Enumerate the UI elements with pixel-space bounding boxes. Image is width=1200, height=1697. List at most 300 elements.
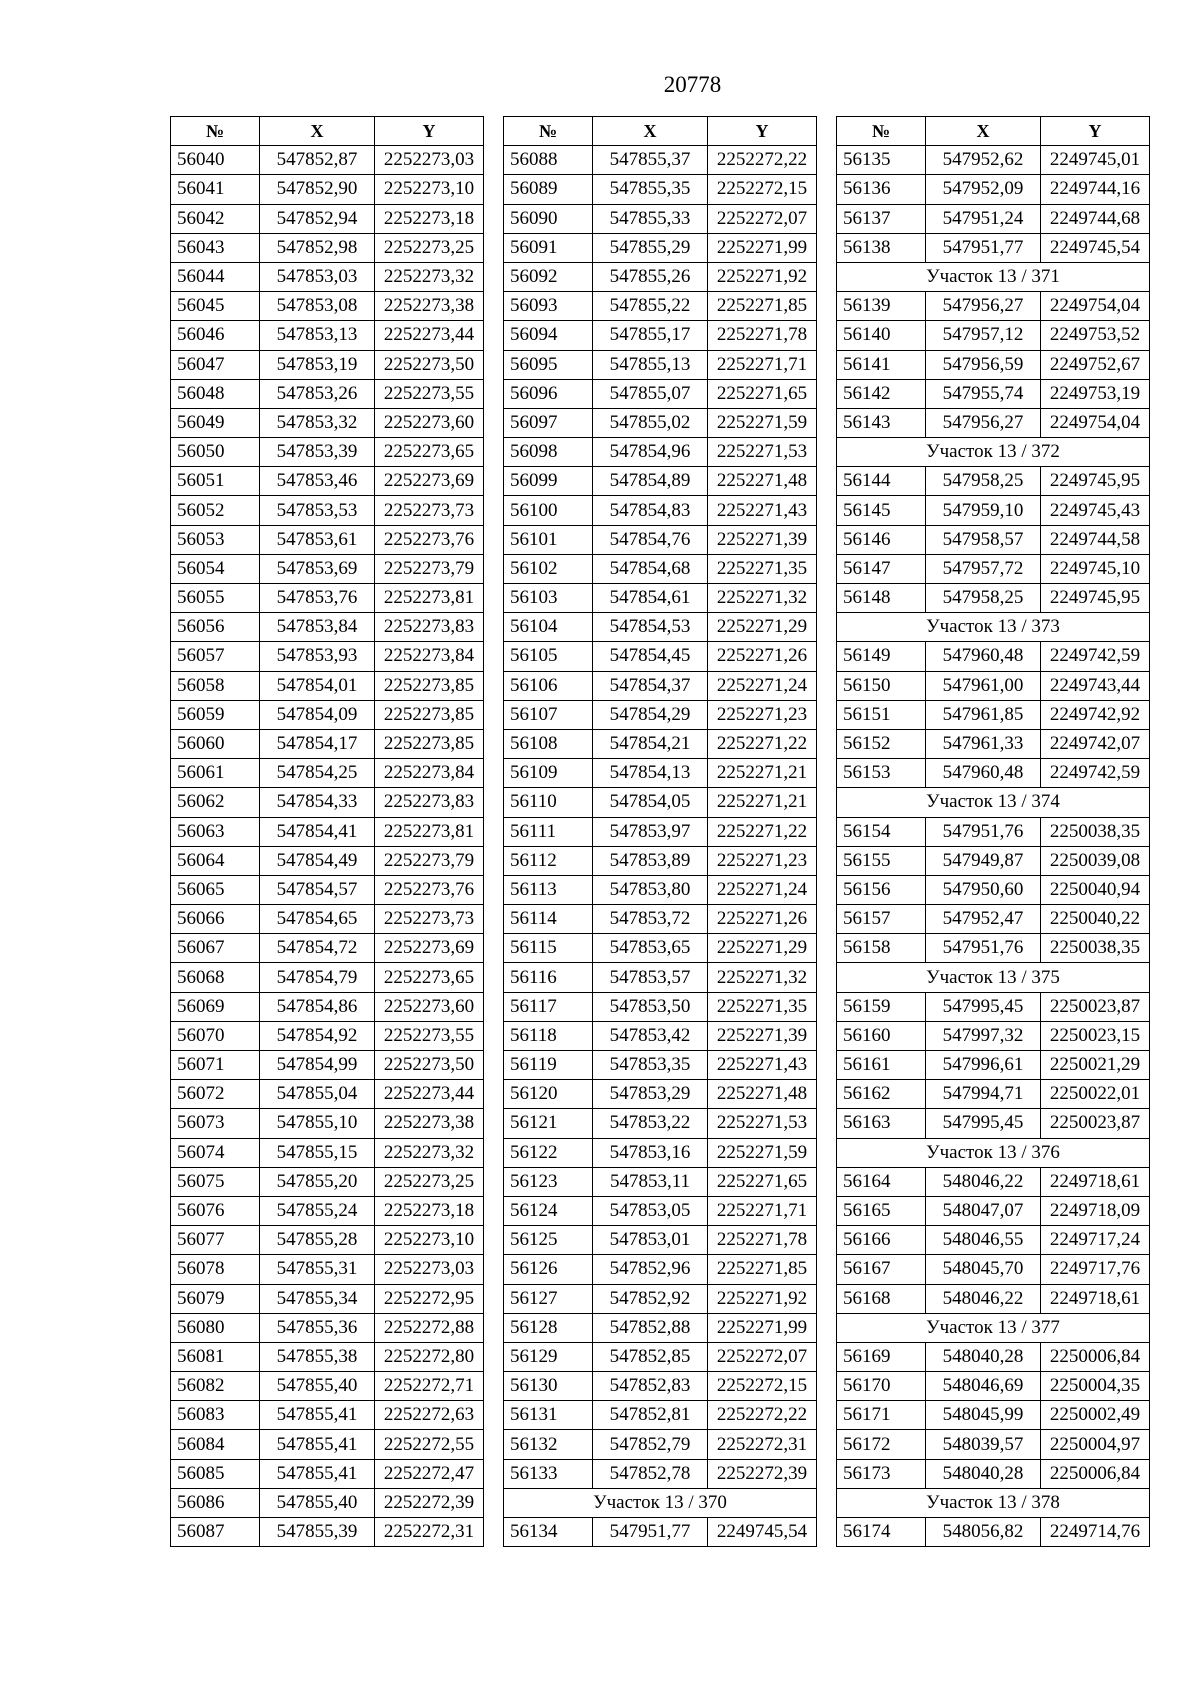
x-coordinate: 547853,35: [593, 1051, 708, 1080]
y-coordinate: 2249753,19: [1041, 379, 1150, 408]
table-header-row: [171, 117, 484, 146]
table-row: [171, 700, 484, 729]
x-coordinate: 547853,53: [260, 496, 375, 525]
x-coordinate: 547854,17: [260, 729, 375, 758]
table-row: [837, 1021, 1150, 1050]
y-coordinate: 2252272,22: [708, 1401, 817, 1430]
table-row: [504, 175, 817, 204]
x-coordinate: 548039,57: [926, 1430, 1041, 1459]
y-coordinate: 2252273,32: [375, 262, 484, 291]
section-title: Участок 13 / 374: [837, 788, 1150, 817]
point-number: 56106: [504, 671, 593, 700]
y-coordinate: 2252273,73: [375, 496, 484, 525]
table-row: [837, 379, 1150, 408]
y-coordinate: 2252271,78: [708, 1226, 817, 1255]
table-row: [171, 1459, 484, 1488]
point-number: 56080: [171, 1313, 260, 1342]
x-coordinate: 547961,85: [926, 700, 1041, 729]
table-row: [504, 613, 817, 642]
section-title: Участок 13 / 375: [837, 963, 1150, 992]
table-row: [837, 759, 1150, 788]
x-coordinate: 547854,05: [593, 788, 708, 817]
point-number: 56098: [504, 438, 593, 467]
table-row: [504, 1196, 817, 1225]
point-number: 56147: [837, 554, 926, 583]
y-coordinate: 2249718,61: [1041, 1284, 1150, 1313]
table-row: [171, 788, 484, 817]
x-coordinate: 547853,29: [593, 1080, 708, 1109]
y-coordinate: 2249718,61: [1041, 1167, 1150, 1196]
y-coordinate: 2252273,84: [375, 759, 484, 788]
table-row: [171, 1488, 484, 1517]
table-row: [837, 934, 1150, 963]
y-coordinate: 2252273,65: [375, 963, 484, 992]
table-row: [837, 671, 1150, 700]
y-coordinate: 2252271,32: [708, 963, 817, 992]
point-number: 56140: [837, 321, 926, 350]
point-number: 56161: [837, 1051, 926, 1080]
x-coordinate: 547855,38: [260, 1342, 375, 1371]
coordinates-table-3: [836, 116, 1150, 1547]
table-row: [171, 233, 484, 262]
header-x: X: [260, 117, 375, 146]
x-coordinate: 547854,33: [260, 788, 375, 817]
table-row: [837, 467, 1150, 496]
table-row: [171, 350, 484, 379]
table-row: [504, 321, 817, 350]
y-coordinate: 2252271,23: [708, 846, 817, 875]
y-coordinate: 2252271,24: [708, 875, 817, 904]
y-coordinate: 2252273,44: [375, 1080, 484, 1109]
y-coordinate: 2249745,54: [708, 1518, 817, 1547]
table-row: [504, 438, 817, 467]
table-row: [504, 759, 817, 788]
point-number: 56153: [837, 759, 926, 788]
point-number: 56171: [837, 1401, 926, 1430]
x-coordinate: 547852,96: [593, 1255, 708, 1284]
x-coordinate: 547958,57: [926, 525, 1041, 554]
point-number: 56112: [504, 846, 593, 875]
table-row: [837, 292, 1150, 321]
table-row: [171, 467, 484, 496]
y-coordinate: 2252271,21: [708, 759, 817, 788]
x-coordinate: 547854,65: [260, 905, 375, 934]
table-row: [837, 584, 1150, 613]
point-number: 56172: [837, 1430, 926, 1459]
table-row: [504, 1080, 817, 1109]
y-coordinate: 2252271,29: [708, 934, 817, 963]
point-number: 56047: [171, 350, 260, 379]
y-coordinate: 2250040,22: [1041, 905, 1150, 934]
point-number: 56074: [171, 1138, 260, 1167]
point-number: 56095: [504, 350, 593, 379]
point-number: 56170: [837, 1372, 926, 1401]
y-coordinate: 2252273,44: [375, 321, 484, 350]
x-coordinate: 547855,10: [260, 1109, 375, 1138]
y-coordinate: 2249745,43: [1041, 496, 1150, 525]
x-coordinate: 547854,61: [593, 584, 708, 613]
point-number: 56108: [504, 729, 593, 758]
table-row: [837, 1255, 1150, 1284]
y-coordinate: 2252272,80: [375, 1342, 484, 1371]
x-coordinate: 547855,26: [593, 262, 708, 291]
x-coordinate: 547852,83: [593, 1372, 708, 1401]
x-coordinate: 547955,74: [926, 379, 1041, 408]
x-coordinate: 547853,80: [593, 875, 708, 904]
y-coordinate: 2250006,84: [1041, 1459, 1150, 1488]
x-coordinate: 547961,00: [926, 671, 1041, 700]
point-number: 56110: [504, 788, 593, 817]
y-coordinate: 2252273,10: [375, 1226, 484, 1255]
table-row: [171, 729, 484, 758]
x-coordinate: 547853,93: [260, 642, 375, 671]
table-row: [837, 992, 1150, 1021]
point-number: 56114: [504, 905, 593, 934]
point-number: 56060: [171, 729, 260, 758]
point-number: 56158: [837, 934, 926, 963]
point-number: 56123: [504, 1167, 593, 1196]
y-coordinate: 2252271,71: [708, 350, 817, 379]
table-row: [837, 204, 1150, 233]
y-coordinate: 2252271,26: [708, 905, 817, 934]
point-number: 56057: [171, 642, 260, 671]
table-row: [837, 1401, 1150, 1430]
x-coordinate: 548046,22: [926, 1167, 1041, 1196]
table-row: [837, 729, 1150, 758]
point-number: 56157: [837, 905, 926, 934]
x-coordinate: 547958,25: [926, 584, 1041, 613]
point-number: 56040: [171, 146, 260, 175]
point-number: 56096: [504, 379, 593, 408]
table-row: [504, 1051, 817, 1080]
y-coordinate: 2252272,22: [708, 146, 817, 175]
point-number: 56164: [837, 1167, 926, 1196]
point-number: 56117: [504, 992, 593, 1021]
x-coordinate: 547852,81: [593, 1401, 708, 1430]
point-number: 56090: [504, 204, 593, 233]
point-number: 56174: [837, 1518, 926, 1547]
table-row: [171, 875, 484, 904]
y-coordinate: 2250023,15: [1041, 1021, 1150, 1050]
table-row: [837, 496, 1150, 525]
point-number: 56128: [504, 1313, 593, 1342]
point-number: 56093: [504, 292, 593, 321]
point-number: 56133: [504, 1459, 593, 1488]
table-row: [171, 1401, 484, 1430]
x-coordinate: 547853,76: [260, 584, 375, 613]
point-number: 56054: [171, 554, 260, 583]
x-coordinate: 547997,32: [926, 1021, 1041, 1050]
header-number: №: [504, 117, 593, 146]
x-coordinate: 547852,98: [260, 233, 375, 262]
point-number: 56155: [837, 846, 926, 875]
point-number: 56089: [504, 175, 593, 204]
table-row: [504, 817, 817, 846]
x-coordinate: 547951,77: [926, 233, 1041, 262]
table-row: [171, 1372, 484, 1401]
x-coordinate: 547853,57: [593, 963, 708, 992]
table-row: [504, 1401, 817, 1430]
x-coordinate: 547854,53: [593, 613, 708, 642]
point-number: 56113: [504, 875, 593, 904]
x-coordinate: 547950,60: [926, 875, 1041, 904]
y-coordinate: 2252273,25: [375, 1167, 484, 1196]
y-coordinate: 2252273,38: [375, 292, 484, 321]
y-coordinate: 2252273,69: [375, 467, 484, 496]
y-coordinate: 2252271,65: [708, 1167, 817, 1196]
y-coordinate: 2252273,60: [375, 408, 484, 437]
point-number: 56049: [171, 408, 260, 437]
table-header-row: [837, 117, 1150, 146]
x-coordinate: 547855,28: [260, 1226, 375, 1255]
point-number: 56141: [837, 350, 926, 379]
y-coordinate: 2252271,92: [708, 262, 817, 291]
x-coordinate: 547855,39: [260, 1518, 375, 1547]
y-coordinate: 2252273,32: [375, 1138, 484, 1167]
x-coordinate: 548046,69: [926, 1372, 1041, 1401]
table-row: [171, 1284, 484, 1313]
header-x: X: [926, 117, 1041, 146]
table-row: [171, 1109, 484, 1138]
x-coordinate: 547853,46: [260, 467, 375, 496]
x-coordinate: 547951,77: [593, 1518, 708, 1547]
section-title: Участок 13 / 373: [837, 613, 1150, 642]
point-number: 56092: [504, 262, 593, 291]
point-number: 56097: [504, 408, 593, 437]
table-row: [837, 846, 1150, 875]
point-number: 56042: [171, 204, 260, 233]
table-row: [504, 729, 817, 758]
table-row: [504, 584, 817, 613]
table-row: [837, 1109, 1150, 1138]
table-row: [504, 379, 817, 408]
y-coordinate: 2252272,39: [375, 1488, 484, 1517]
x-coordinate: 547959,10: [926, 496, 1041, 525]
table-row: [504, 525, 817, 554]
point-number: 56050: [171, 438, 260, 467]
y-coordinate: 2252272,39: [708, 1459, 817, 1488]
y-coordinate: 2252273,25: [375, 233, 484, 262]
point-number: 56066: [171, 905, 260, 934]
point-number: 56088: [504, 146, 593, 175]
x-coordinate: 547854,89: [593, 467, 708, 496]
x-coordinate: 548056,82: [926, 1518, 1041, 1547]
y-coordinate: 2252271,35: [708, 554, 817, 583]
table-row: [504, 1372, 817, 1401]
x-coordinate: 547855,20: [260, 1167, 375, 1196]
x-coordinate: 547855,17: [593, 321, 708, 350]
x-coordinate: 547854,72: [260, 934, 375, 963]
table-row: [504, 905, 817, 934]
x-coordinate: 547853,39: [260, 438, 375, 467]
point-number: 56107: [504, 700, 593, 729]
point-number: 56126: [504, 1255, 593, 1284]
x-coordinate: 547854,37: [593, 671, 708, 700]
x-coordinate: 547853,26: [260, 379, 375, 408]
x-coordinate: 547854,29: [593, 700, 708, 729]
table-row: [504, 700, 817, 729]
x-coordinate: 547960,48: [926, 642, 1041, 671]
table-row: [837, 1196, 1150, 1225]
table-row: [837, 350, 1150, 379]
x-coordinate: 547853,08: [260, 292, 375, 321]
table-row: [171, 1196, 484, 1225]
y-coordinate: 2252271,39: [708, 525, 817, 554]
point-number: 56070: [171, 1021, 260, 1050]
point-number: 56081: [171, 1342, 260, 1371]
y-coordinate: 2249744,16: [1041, 175, 1150, 204]
section-row: [837, 963, 1150, 992]
y-coordinate: 2252273,10: [375, 175, 484, 204]
table-row: [504, 496, 817, 525]
point-number: 56075: [171, 1167, 260, 1196]
header-y: Y: [375, 117, 484, 146]
x-coordinate: 547855,24: [260, 1196, 375, 1225]
y-coordinate: 2252271,99: [708, 233, 817, 262]
y-coordinate: 2252272,71: [375, 1372, 484, 1401]
x-coordinate: 548047,07: [926, 1196, 1041, 1225]
table-row: [504, 788, 817, 817]
table-row: [504, 408, 817, 437]
section-title: Участок 13 / 376: [837, 1138, 1150, 1167]
y-coordinate: 2252271,32: [708, 584, 817, 613]
section-title: Участок 13 / 371: [837, 262, 1150, 291]
y-coordinate: 2249753,52: [1041, 321, 1150, 350]
x-coordinate: 547855,35: [593, 175, 708, 204]
x-coordinate: 547853,11: [593, 1167, 708, 1196]
table-row: [171, 963, 484, 992]
table-row: [837, 1372, 1150, 1401]
section-row: [837, 788, 1150, 817]
point-number: 56167: [837, 1255, 926, 1284]
table-row: [504, 1109, 817, 1138]
point-number: 56173: [837, 1459, 926, 1488]
point-number: 56065: [171, 875, 260, 904]
x-coordinate: 547854,57: [260, 875, 375, 904]
point-number: 56148: [837, 584, 926, 613]
x-coordinate: 547957,12: [926, 321, 1041, 350]
point-number: 56162: [837, 1080, 926, 1109]
table-row: [504, 846, 817, 875]
x-coordinate: 547951,76: [926, 817, 1041, 846]
point-number: 56137: [837, 204, 926, 233]
point-number: 56124: [504, 1196, 593, 1225]
x-coordinate: 547854,49: [260, 846, 375, 875]
x-coordinate: 548040,28: [926, 1459, 1041, 1488]
table-row: [837, 175, 1150, 204]
y-coordinate: 2252271,39: [708, 1021, 817, 1050]
table-row: [171, 817, 484, 846]
x-coordinate: 547853,97: [593, 817, 708, 846]
table-row: [171, 262, 484, 291]
x-coordinate: 547855,04: [260, 1080, 375, 1109]
y-coordinate: 2252273,38: [375, 1109, 484, 1138]
point-number: 56076: [171, 1196, 260, 1225]
point-number: 56151: [837, 700, 926, 729]
header-y: Y: [708, 117, 817, 146]
point-number: 56056: [171, 613, 260, 642]
x-coordinate: 547855,22: [593, 292, 708, 321]
table-row: [171, 642, 484, 671]
table-row: [837, 233, 1150, 262]
x-coordinate: 547853,22: [593, 1109, 708, 1138]
y-coordinate: 2252272,15: [708, 175, 817, 204]
table-row: [504, 1518, 817, 1547]
point-number: 56085: [171, 1459, 260, 1488]
x-coordinate: 547853,42: [593, 1021, 708, 1050]
table-row: [504, 1021, 817, 1050]
x-coordinate: 547855,31: [260, 1255, 375, 1284]
y-coordinate: 2252271,85: [708, 292, 817, 321]
section-title: Участок 13 / 377: [837, 1313, 1150, 1342]
x-coordinate: 547853,16: [593, 1138, 708, 1167]
table-row: [171, 438, 484, 467]
x-coordinate: 547855,41: [260, 1430, 375, 1459]
y-coordinate: 2252273,18: [375, 1196, 484, 1225]
y-coordinate: 2249714,76: [1041, 1518, 1150, 1547]
point-number: 56077: [171, 1226, 260, 1255]
y-coordinate: 2250038,35: [1041, 817, 1150, 846]
x-coordinate: 547854,68: [593, 554, 708, 583]
y-coordinate: 2252273,55: [375, 1021, 484, 1050]
x-coordinate: 548046,55: [926, 1226, 1041, 1255]
table-row: [171, 1518, 484, 1547]
y-coordinate: 2252272,95: [375, 1284, 484, 1313]
x-coordinate: 547854,45: [593, 642, 708, 671]
point-number: 56116: [504, 963, 593, 992]
table-row: [504, 146, 817, 175]
x-coordinate: 547949,87: [926, 846, 1041, 875]
table-row: [171, 1226, 484, 1255]
x-coordinate: 547853,32: [260, 408, 375, 437]
y-coordinate: 2249754,04: [1041, 408, 1150, 437]
x-coordinate: 547956,27: [926, 292, 1041, 321]
point-number: 56084: [171, 1430, 260, 1459]
table-row: [504, 992, 817, 1021]
point-number: 56118: [504, 1021, 593, 1050]
x-coordinate: 547853,50: [593, 992, 708, 1021]
table-row: [171, 1080, 484, 1109]
table-row: [171, 1138, 484, 1167]
point-number: 56055: [171, 584, 260, 613]
table-row: [837, 554, 1150, 583]
point-number: 56072: [171, 1080, 260, 1109]
point-number: 56145: [837, 496, 926, 525]
x-coordinate: 547854,01: [260, 671, 375, 700]
point-number: 56125: [504, 1226, 593, 1255]
y-coordinate: 2252271,53: [708, 438, 817, 467]
x-coordinate: 547854,21: [593, 729, 708, 758]
table-row: [171, 408, 484, 437]
y-coordinate: 2249745,10: [1041, 554, 1150, 583]
x-coordinate: 548046,22: [926, 1284, 1041, 1313]
y-coordinate: 2252271,48: [708, 1080, 817, 1109]
section-row: [837, 613, 1150, 642]
table-row: [837, 1080, 1150, 1109]
y-coordinate: 2252273,83: [375, 788, 484, 817]
x-coordinate: 547852,85: [593, 1342, 708, 1371]
table-row: [837, 700, 1150, 729]
table-row: [504, 875, 817, 904]
y-coordinate: 2252272,15: [708, 1372, 817, 1401]
point-number: 56166: [837, 1226, 926, 1255]
table-row: [504, 1255, 817, 1284]
y-coordinate: 2252273,50: [375, 350, 484, 379]
point-number: 56087: [171, 1518, 260, 1547]
point-number: 56139: [837, 292, 926, 321]
y-coordinate: 2252271,43: [708, 496, 817, 525]
table-row: [171, 379, 484, 408]
